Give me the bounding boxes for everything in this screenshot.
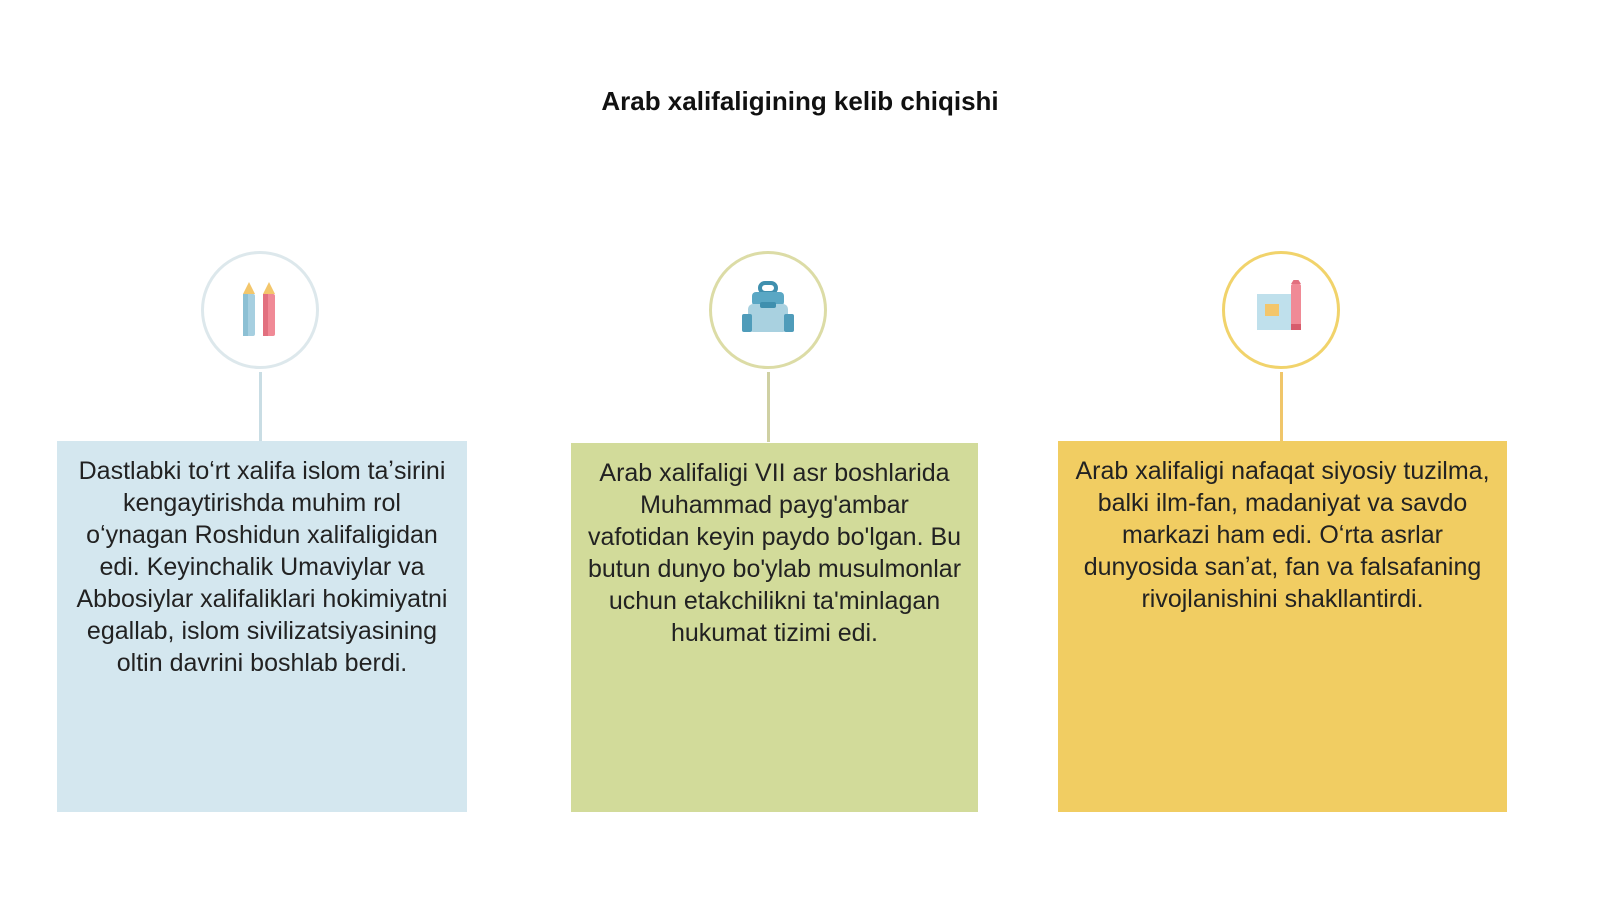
connector-line-3 <box>1280 372 1283 442</box>
icon-circle-2 <box>709 251 827 369</box>
drawing-pencil-icon <box>1251 280 1311 340</box>
icon-circle-3 <box>1222 251 1340 369</box>
info-card-2 <box>571 443 978 812</box>
icon-circle-1 <box>201 251 319 369</box>
pencils-icon <box>235 280 285 340</box>
info-card-text: Arab xalifaligi VII asr boshlarida Muhammad payg'ambar vafotidan keyin paydo bo'lgan. Bu butun dunyo bo'ylab musulmonlar uchun etakchilikni ta'minlagan hukumat tizimi edi. <box>587 459 962 647</box>
info-card-1 <box>57 441 467 812</box>
info-card-text: Dastlabki toʻrt xalifa islom taʼsirini kengaytirishda muhim rol oʻynagan Roshidun xalifaligidan edi. Keyinchalik Umaviylar va Abbosiylar xalifaliklari hokimiyatni egallab, islom sivilizatsiyasining oltin davrini boshlab berdi. <box>76 457 448 677</box>
connector-line-1 <box>259 372 262 442</box>
backpack-icon <box>738 280 798 340</box>
connector-line-2 <box>767 372 770 442</box>
info-card-3 <box>1058 441 1507 812</box>
info-card-text: Arab xalifaligi nafaqat siyosiy tuzilma, balki ilm-fan, madaniyat va savdo markazi ham edi. Oʻrta asrlar dunyosida sanʼat, fan va falsafaning rivojlanishini shakllantirdi. <box>1075 457 1490 613</box>
page-title: Arab xalifaligining kelib chiqishi <box>601 86 999 116</box>
